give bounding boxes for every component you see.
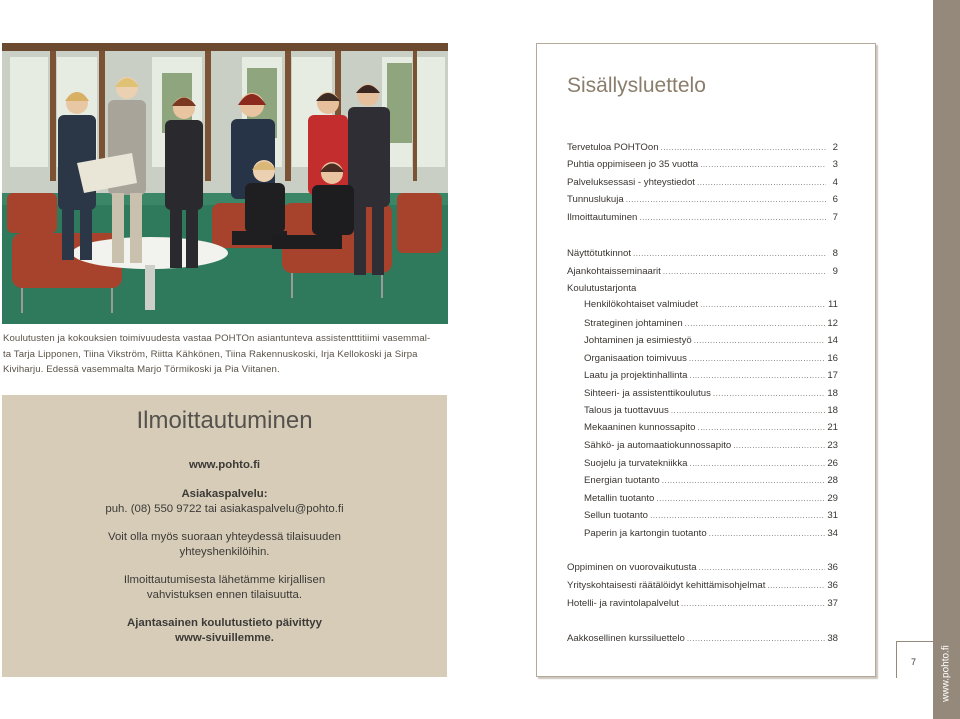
toc-entry-label: Aakkosellinen kurssiluettelo — [567, 633, 685, 644]
toc-entry-label: Sellun tuotanto — [584, 510, 649, 521]
toc-entry[interactable] — [567, 211, 838, 225]
page-number: 7 — [911, 657, 917, 667]
toc-entry[interactable] — [584, 352, 838, 366]
toc-entry-label: Tervetuloa POHTOon — [567, 142, 659, 153]
toc-entry[interactable] — [567, 247, 838, 261]
toc-entry[interactable] — [584, 298, 838, 312]
toc-leader-dots — [700, 158, 826, 172]
toc-entry-label: Oppiminen on vuorovaikutusta — [567, 562, 697, 573]
toc-entry-page: 17 — [827, 370, 838, 381]
toc-entry-page: 31 — [827, 510, 838, 521]
toc-leader-dots — [689, 369, 825, 383]
toc-entry-page: 28 — [827, 475, 838, 486]
contact-note-line: yhteyshenkilöihin. — [179, 546, 270, 558]
toc-entry[interactable] — [584, 527, 838, 541]
toc-entry[interactable] — [584, 509, 838, 523]
toc-entry[interactable] — [567, 141, 838, 155]
toc-entry-label: Johtaminen ja esimiestyö — [584, 335, 692, 346]
toc-entry-page: 3 — [832, 159, 838, 170]
caption-line: Kiviharju. Edessä vasemmalta Marjo Törmikoski ja Pia Viitanen. — [3, 364, 280, 375]
toc-entry-label: Näyttötutkinnot — [567, 248, 631, 259]
toc-entry[interactable] — [567, 632, 838, 646]
toc-entry[interactable] — [567, 597, 838, 611]
toc-entry-label: Metallin tuotanto — [584, 493, 655, 504]
page-number-box — [896, 641, 934, 678]
toc-leader-dots — [663, 265, 826, 279]
customer-service-heading: Asiakaspalvelu: — [181, 488, 268, 500]
toc-entry[interactable] — [584, 439, 838, 453]
toc-entry[interactable] — [567, 158, 838, 172]
toc-entry-page: 16 — [827, 353, 838, 364]
toc-entry[interactable] — [584, 421, 838, 435]
toc-leader-dots — [709, 527, 826, 541]
toc-leader-dots — [699, 561, 826, 575]
website-link[interactable]: www.pohto.fi — [188, 459, 261, 471]
photo-caption — [3, 331, 447, 378]
toc-leader-dots — [694, 334, 826, 348]
toc-entry[interactable] — [584, 492, 838, 506]
toc-leader-dots — [626, 193, 826, 207]
toc-entry[interactable] — [567, 176, 838, 190]
toc-entry-page: 37 — [827, 598, 838, 609]
update-note-line: www-sivuillemme. — [175, 632, 274, 644]
toc-entry[interactable] — [567, 561, 838, 575]
toc-entry-label: Hotelli- ja ravintolapalvelut — [567, 598, 679, 609]
toc-entry-page: 9 — [832, 266, 838, 277]
toc-entry-page: 12 — [827, 318, 838, 329]
caption-line: Koulutusten ja kokouksien toimivuudesta vastaa POHTOn asiantunteva assistentttitiimi vasemmal- — [3, 333, 431, 344]
toc-entry-page: 38 — [827, 633, 838, 644]
toc-entry-page: 23 — [827, 440, 838, 451]
toc-entry-label: Laatu ja projektinhallinta — [584, 370, 688, 381]
registration-title: Ilmoittautuminen — [136, 407, 313, 434]
toc-entry[interactable] — [584, 317, 838, 331]
toc-entry[interactable] — [584, 369, 838, 383]
toc-entry-page: 36 — [827, 562, 838, 573]
toc-entry[interactable] — [584, 334, 838, 348]
toc-title: Sisällysluettelo — [567, 74, 706, 97]
toc-entry-label: Tunnuslukuja — [567, 194, 624, 205]
update-note-line: Ajantasainen koulutustieto päivittyy — [127, 617, 322, 629]
registration-box — [2, 395, 447, 677]
toc-entry[interactable] — [567, 193, 838, 207]
toc-leader-dots — [733, 439, 825, 453]
toc-entry-label: Henkilökohtaiset valmiudet — [584, 299, 699, 310]
toc-leader-dots — [656, 492, 825, 506]
toc-entry[interactable] — [567, 579, 838, 593]
toc-leader-dots — [671, 404, 826, 418]
toc-entry-label: Energian tuotanto — [584, 475, 660, 486]
toc-entry[interactable] — [584, 457, 838, 471]
toc-leader-dots — [713, 387, 825, 401]
toc-entry[interactable] — [584, 474, 838, 488]
toc-entry-page: 18 — [827, 405, 838, 416]
toc-entry[interactable] — [584, 387, 838, 401]
toc-entry-page: 8 — [832, 248, 838, 259]
toc-entry-label: Mekaaninen kunnossapito — [584, 422, 696, 433]
side-url[interactable]: www.pohto.fi — [940, 645, 952, 702]
side-color-bar — [933, 0, 960, 719]
confirmation-note-line: vahvistuksen ennen tilaisuutta. — [146, 589, 303, 601]
toc-entry-label: Ilmoittautuminen — [567, 212, 638, 223]
toc-entry-page: 14 — [827, 335, 838, 346]
side-url-container — [935, 640, 957, 710]
toc-entry[interactable] — [567, 265, 838, 279]
toc-entry-page: 4 — [832, 177, 838, 188]
toc-leader-dots — [633, 247, 826, 261]
toc-leader-dots — [639, 211, 826, 225]
toc-entry-label: Ajankohtaisseminaarit — [567, 266, 661, 277]
toc-entry-label: Strateginen johtaminen — [584, 318, 683, 329]
toc-leader-dots — [767, 579, 825, 593]
customer-service-contact: puh. (08) 550 9722 tai asiakaspalvelu@pohto.fi — [105, 503, 344, 515]
toc-entry-label: Sähkö- ja automaatiokunnossapito — [584, 440, 732, 451]
toc-entry-page: 18 — [827, 388, 838, 399]
toc-leader-dots — [687, 632, 825, 646]
toc-entry-label: Talous ja tuottavuus — [584, 405, 669, 416]
toc-entry-page: 34 — [827, 528, 838, 539]
toc-entry-page: 26 — [827, 458, 838, 469]
toc-entry-label: Sihteeri- ja assistenttikoulutus — [584, 388, 711, 399]
confirmation-note-line: Ilmoittautumisesta lähetämme kirjallisen — [123, 574, 326, 586]
toc-leader-dots — [662, 474, 826, 488]
toc-entry-page: 29 — [827, 493, 838, 504]
toc-leader-dots — [689, 457, 825, 471]
caption-line: ta Tarja Lipponen, Tiina Vikström, Riitta Kähkönen, Tiina Rakennuskoski, Irja Kellokoski ja Sirpa — [3, 348, 418, 360]
toc-entry-page: 7 — [832, 212, 838, 223]
toc-entry[interactable] — [567, 282, 636, 296]
toc-entry-page: 2 — [832, 142, 838, 153]
contact-note-line: Voit olla myös suoraan yhteydessä tilaisuuden — [107, 531, 341, 543]
toc-leader-dots — [681, 597, 825, 611]
toc-entry-label: Paperin ja kartongin tuotanto — [584, 528, 707, 539]
toc-leader-dots — [697, 421, 825, 435]
toc-entry-label: Suojelu ja turvatekniikka — [584, 458, 688, 469]
toc-leader-dots — [697, 176, 826, 190]
toc-entry-label: Organisaation toimivuus — [584, 353, 687, 364]
toc-entry-page: 11 — [828, 299, 838, 310]
toc-entry-page: 6 — [832, 194, 838, 205]
toc-entry-label: Puhtia oppimiseen jo 35 vuotta — [567, 159, 699, 170]
toc-leader-dots — [650, 509, 825, 523]
toc-entry-page: 21 — [827, 422, 838, 433]
toc-leader-dots — [700, 298, 826, 312]
toc-entry-label: Palveluksessasi - yhteystiedot — [567, 177, 695, 188]
toc-leader-dots — [689, 352, 825, 366]
toc-entry[interactable] — [584, 404, 838, 418]
toc-entry-label: Yrityskohtaisesti räätälöidyt kehittämisohjelmat — [567, 580, 766, 591]
toc-leader-dots — [685, 317, 826, 331]
toc-entry-label: Koulutustarjonta — [567, 283, 637, 294]
toc-entry-page: 36 — [827, 580, 838, 591]
toc-leader-dots — [661, 141, 826, 155]
group-photo — [2, 43, 448, 324]
